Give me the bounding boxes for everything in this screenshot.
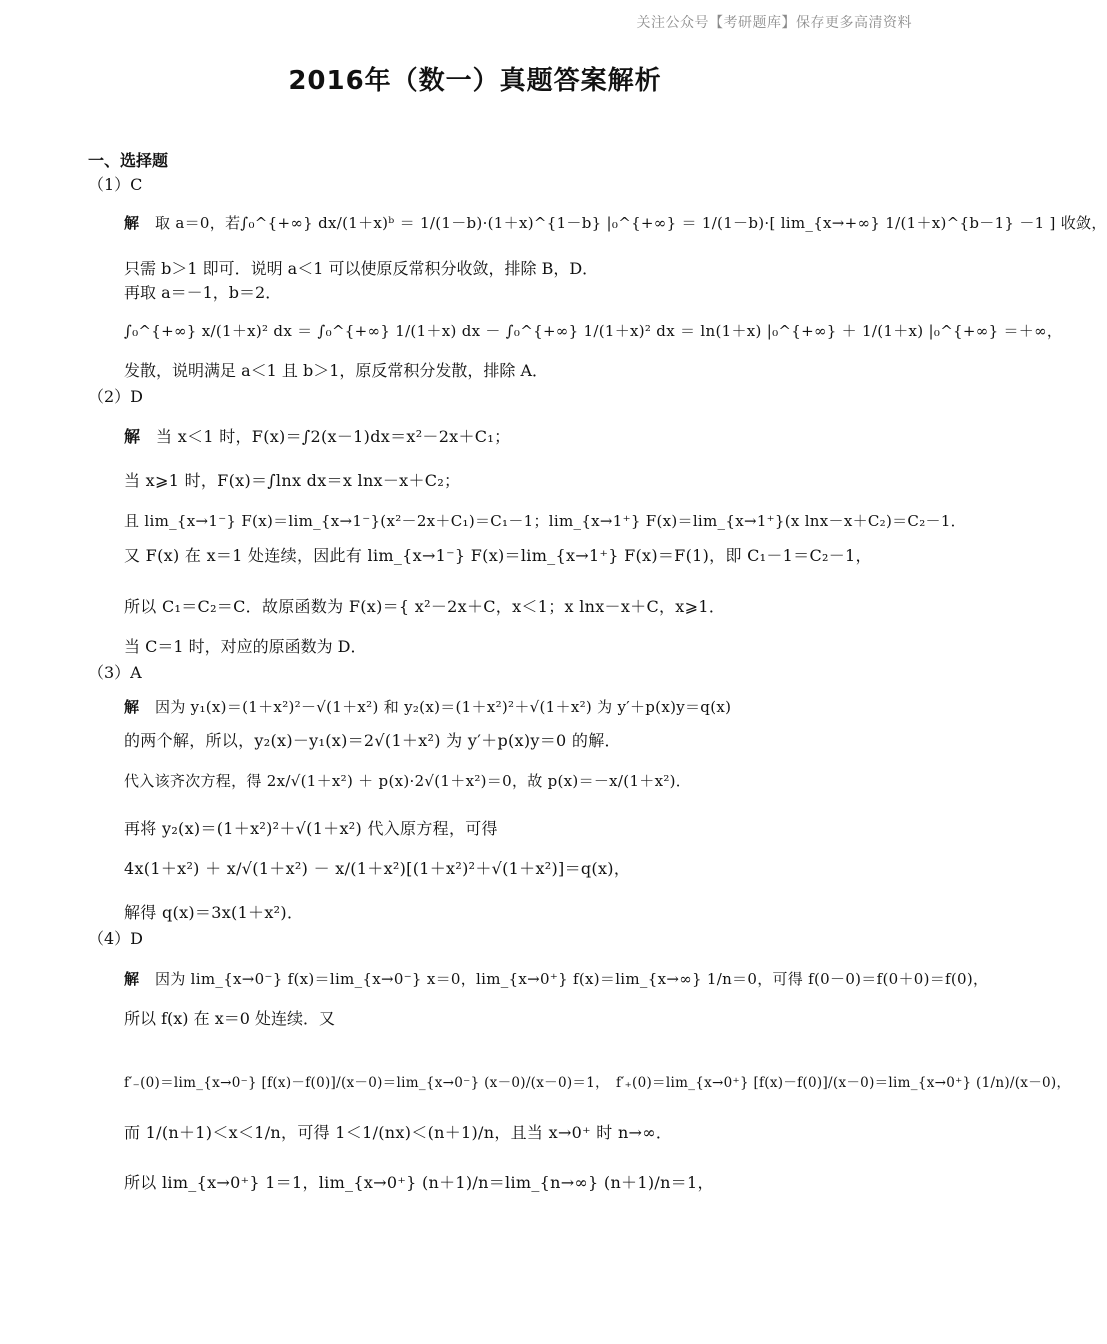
question-3-line-3: 代入该齐次方程，得 2x/√(1＋x²) ＋ p(x)·2√(1＋x²)＝0，故 p(x)＝－x/(1＋x²)．: [124, 772, 692, 790]
question-4-line-2: 所以 f(x) 在 x＝0 处连续．又: [124, 1009, 335, 1028]
solution-label: 解: [124, 698, 140, 716]
watermark-text: 关注公众号【考研题库】保存更多高清资料: [636, 15, 912, 31]
solution-label: 解: [124, 214, 140, 232]
question-1-line-1: 解 取 a＝0，若∫₀^{+∞} dx/(1＋x)ᵇ ＝ 1/(1－b)·(1＋x)^{1－b} |₀^{+∞} ＝ 1/(1－b)·[ lim_{x→+∞} 1/(1＋x)^{b－1} －1 ] 收敛，: [124, 214, 1107, 232]
question-3-line-4: 再将 y₂(x)＝(1＋x²)²＋√(1＋x²) 代入原方程，可得: [124, 819, 498, 838]
question-2-line-2: 当 x⩾1 时，F(x)＝∫lnx dx＝x lnx－x＋C₂；: [124, 471, 461, 490]
question-3-line-1: 解 因为 y₁(x)＝(1＋x²)²－√(1＋x²) 和 y₂(x)＝(1＋x²)²＋√(1＋x²) 为 y′＋p(x)y＝q(x): [124, 698, 732, 716]
page-title: 2016年（数一）真题答案解析: [288, 66, 662, 96]
question-2-line-5: 所以 C₁＝C₂＝C．故原函数为 F(x)＝{ x²－2x＋C，x＜1；x lnx－x＋C，x⩾1．: [124, 597, 726, 616]
question-2-line-3: 且 lim_{x→1⁻} F(x)＝lim_{x→1⁻}(x²－2x＋C₁)＝C₁－1；lim_{x→1⁺} F(x)＝lim_{x→1⁺}(x lnx－x＋C₂)＝C₂－1．: [124, 512, 966, 530]
question-4-line-3: f′₋(0)＝lim_{x→0⁻} [f(x)－f(0)]/(x－0)＝lim_{x→0⁻} (x－0)/(x－0)＝1， f′₊(0)＝lim_{x→0⁺} [f(x)－f(0)]/(x－0)＝lim_{x→0⁺} (1/n)/(x－0)，: [124, 1075, 1071, 1091]
solution-label: 解: [124, 970, 140, 988]
question-2-line-1: 解 当 x＜1 时，F(x)＝∫2(x－1)dx＝x²－2x＋C₁；: [124, 427, 511, 446]
question-3-line-6: 解得 q(x)＝3x(1＋x²)．: [124, 903, 304, 922]
question-4-line-4: 而 1/(n＋1)＜x＜1/n，可得 1＜1/(nx)＜(n＋1)/n，且当 x→0⁺ 时 n→∞．: [124, 1123, 673, 1142]
question-1-line-5: 发散，说明满足 a＜1 且 b＞1，原反常积分发散，排除 A．: [124, 361, 549, 380]
question-1-line-3: 再取 a＝－1，b＝2．: [124, 283, 282, 302]
question-1-line-2: 只需 b＞1 即可．说明 a＜1 可以使原反常积分收敛，排除 B，D．: [124, 259, 599, 278]
question-3-line-2: 的两个解，所以，y₂(x)－y₁(x)＝2√(1＋x²) 为 y′＋p(x)y＝0 的解．: [124, 731, 621, 750]
question-2-line-6: 当 C＝1 时，对应的原函数为 D．: [124, 637, 367, 656]
question-4-line-1: 解 因为 lim_{x→0⁻} f(x)＝lim_{x→0⁻} x＝0，lim_{x→0⁺} f(x)＝lim_{x→∞} 1/n＝0，可得 f(0－0)＝f(0＋0)＝f(0)，: [124, 970, 989, 988]
solution-label: 解: [124, 427, 141, 446]
section-heading: 一、选择题: [88, 151, 169, 170]
question-4-line-5: 所以 lim_{x→0⁺} 1＝1，lim_{x→0⁺} (n＋1)/n＝lim_{n→∞} (n＋1)/n＝1，: [124, 1173, 714, 1192]
question-2-number: （2）D: [88, 387, 144, 406]
question-1-number: （1）C: [88, 175, 143, 194]
question-2-line-4: 又 F(x) 在 x＝1 处连续，因此有 lim_{x→1⁻} F(x)＝lim_{x→1⁺} F(x)＝F(1)，即 C₁－1＝C₂－1，: [124, 546, 872, 565]
question-3-line-5: 4x(1＋x²) ＋ x/√(1＋x²) － x/(1＋x²)[(1＋x²)²＋√(1＋x²)]＝q(x)，: [124, 859, 631, 878]
question-1-line-4: ∫₀^{+∞} x/(1＋x)² dx ＝ ∫₀^{+∞} 1/(1＋x) dx － ∫₀^{+∞} 1/(1＋x)² dx ＝ ln(1＋x) |₀^{+∞} ＋ 1/(1＋x) |₀^{+∞} ＝＋∞，: [124, 322, 1063, 340]
question-3-number: （3）A: [88, 663, 142, 682]
question-4-number: （4）D: [88, 929, 144, 948]
